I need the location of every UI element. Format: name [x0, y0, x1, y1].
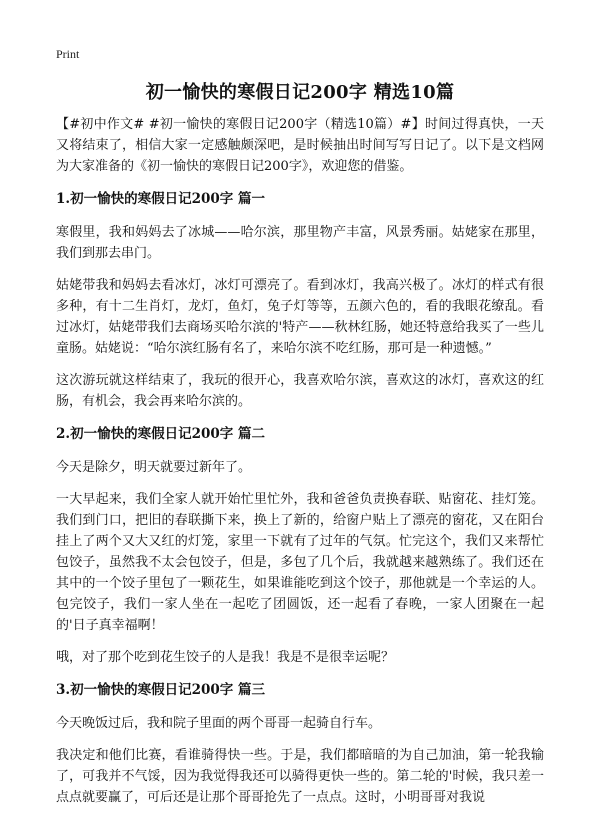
article-body [56, 114, 544, 819]
print-link[interactable]: Print [56, 47, 80, 61]
section-1-paragraph: 寒假里，我和妈妈去了冰城——哈尔滨，那里物产丰富，风景秀丽。姑姥家在那里，我们到那去串门。 [56, 225, 544, 261]
section-1-paragraph: 姑姥带我和妈妈去看冰灯，冰灯可漂亮了。看到冰灯，我高兴极了。冰灯的样式有很多种，有十二生肖灯，龙灯，鱼灯，兔子灯等等，五颜六色的，看的我眼花缭乱。看过冰灯，姑姥带我们去商场买哈尔滨的'特产——秋林红肠，她还特意给我买了一些儿童肠。姑姥说：“哈尔滨红肠有名了，来哈尔滨不吃红肠，那可是一种遗憾。” [56, 278, 544, 356]
intro-paragraph: 【#初中作文# #初一愉快的寒假日记200字（精选10篇）#】时间过得真快，一天又将结束了，相信大家一定感触颇深吧，是时候抽出时间写写日记了。以下是文档网为大家准备的《初一愉快的寒假日记200字》，欢迎您的借鉴。 [56, 117, 544, 174]
section-3-heading: 3.初一愉快的寒假日记200字 篇三 [56, 682, 265, 698]
section-2-paragraph: 哦，对了那个吃到花生饺子的人是我！我是不是很幸运呢？ [56, 650, 395, 665]
page-title: 初一愉快的寒假日记200字 精选10篇 [145, 82, 455, 103]
section-1-heading: 1.初一愉快的寒假日记200字 篇一 [56, 191, 265, 207]
section-2-paragraph: 今天是除夕，明天就要过新年了。 [56, 460, 252, 475]
section-3-paragraph: 我决定和他们比赛，看谁骑得快一些。于是，我们都暗暗的为自己加油，第一轮我输了，可我并不气馁，因为我觉得我还可以骑得更快一些的。第二轮的'时候，我只差一点点就要赢了，可后还是让那个哥哥抢先了一点点。这时，小明哥哥对我说 [56, 748, 544, 805]
section-3-paragraph: 今天晚饭过后，我和院子里面的两个哥哥一起骑自行车。 [56, 716, 382, 731]
section-2-paragraph: 一大早起来，我们全家人就开始忙里忙外，我和爸爸负责换春联、贴窗花、挂灯笼。我们到门口，把旧的春联撕下来，换上了新的，给窗户贴上了漂亮的窗花，又在阳台挂上了两个又大又红的灯笼，家里一下就有了过年的气氛。忙完这个，我们又来帮忙包饺子，虽然我不太会包饺子，但是，多包了几个后，我就越来越熟练了。我们还在其中的一个饺子里包了一颗花生，如果谁能吃到这个饺子，那他就是一个幸运的人。包完饺子，我们一家人坐在一起吃了团圆饭，还一起看了春晚，一家人团聚在一起的'日子真幸福啊！ [56, 492, 544, 633]
section-2-heading: 2.初一愉快的寒假日记200字 篇二 [56, 426, 265, 442]
section-1-paragraph: 这次游玩就这样结束了，我玩的很开心，我喜欢哈尔滨，喜欢这的冰灯，喜欢这的红肠，有机会，我会再来哈尔滨的。 [56, 373, 544, 409]
